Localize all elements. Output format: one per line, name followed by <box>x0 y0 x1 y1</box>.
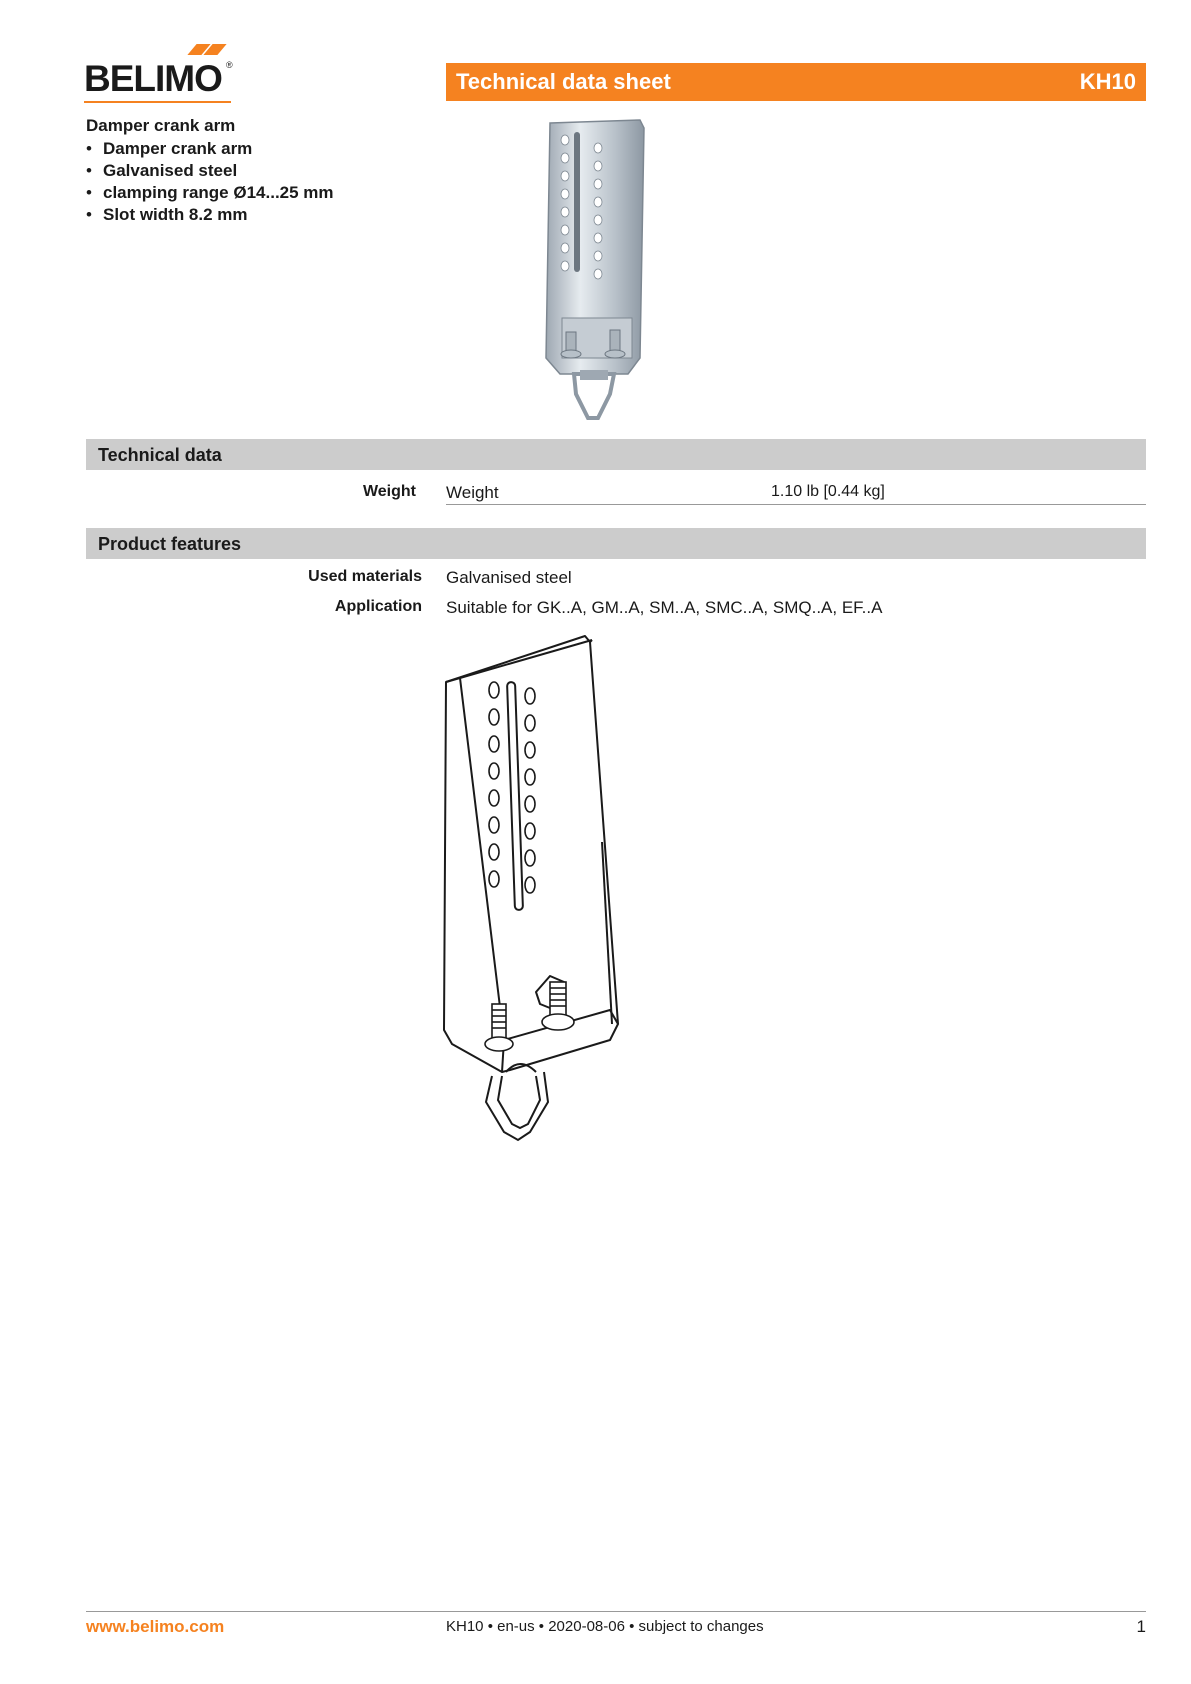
logo-wordmark: BELIMO <box>84 58 222 99</box>
section-header-product-features <box>86 528 1146 559</box>
spec-label-weight: Weight <box>446 483 499 502</box>
feature-label-used-materials: Used materials <box>308 568 422 585</box>
header-banner <box>446 63 1146 101</box>
row-divider <box>446 504 1146 505</box>
feature-bullet: • Galvanised steel <box>86 160 334 182</box>
section-header-technical-data <box>86 439 1146 470</box>
footer-document-info: KH10 • en-us • 2020-08-06 • subject to changes <box>446 1618 764 1635</box>
section-title: Product features <box>98 534 242 554</box>
feature-bullet: • Damper crank arm <box>86 138 334 160</box>
logo-registered-mark: ® <box>226 60 233 70</box>
section-title: Technical data <box>98 445 222 465</box>
product-line-drawing <box>440 632 625 1147</box>
footer-divider <box>86 1611 1146 1612</box>
product-title: Damper crank arm <box>86 116 236 135</box>
product-code: KH10 <box>1079 69 1136 94</box>
logo-underline <box>84 101 231 103</box>
feature-label-application: Application <box>334 598 422 615</box>
document-title: Technical data sheet <box>456 69 671 94</box>
feature-value-application: Suitable for GK..A, GM..A, SM..A, SMC..A, SMQ..A, EF..A <box>446 598 883 617</box>
feature-bullet: • clamping range Ø14...25 mm <box>86 182 334 204</box>
spec-value-weight: 1.10 lb [0.44 kg] <box>771 483 885 500</box>
feature-value-used-materials: Galvanised steel <box>446 568 572 587</box>
group-label-weight: Weight <box>362 483 416 500</box>
footer-website-link[interactable]: www.belimo.com <box>86 1617 225 1636</box>
belimo-logo <box>84 44 234 104</box>
page-number: 1 <box>1136 1617 1146 1636</box>
feature-bullet: • Slot width 8.2 mm <box>86 204 334 226</box>
feature-bullet-list <box>86 138 334 226</box>
product-photo <box>540 118 650 428</box>
